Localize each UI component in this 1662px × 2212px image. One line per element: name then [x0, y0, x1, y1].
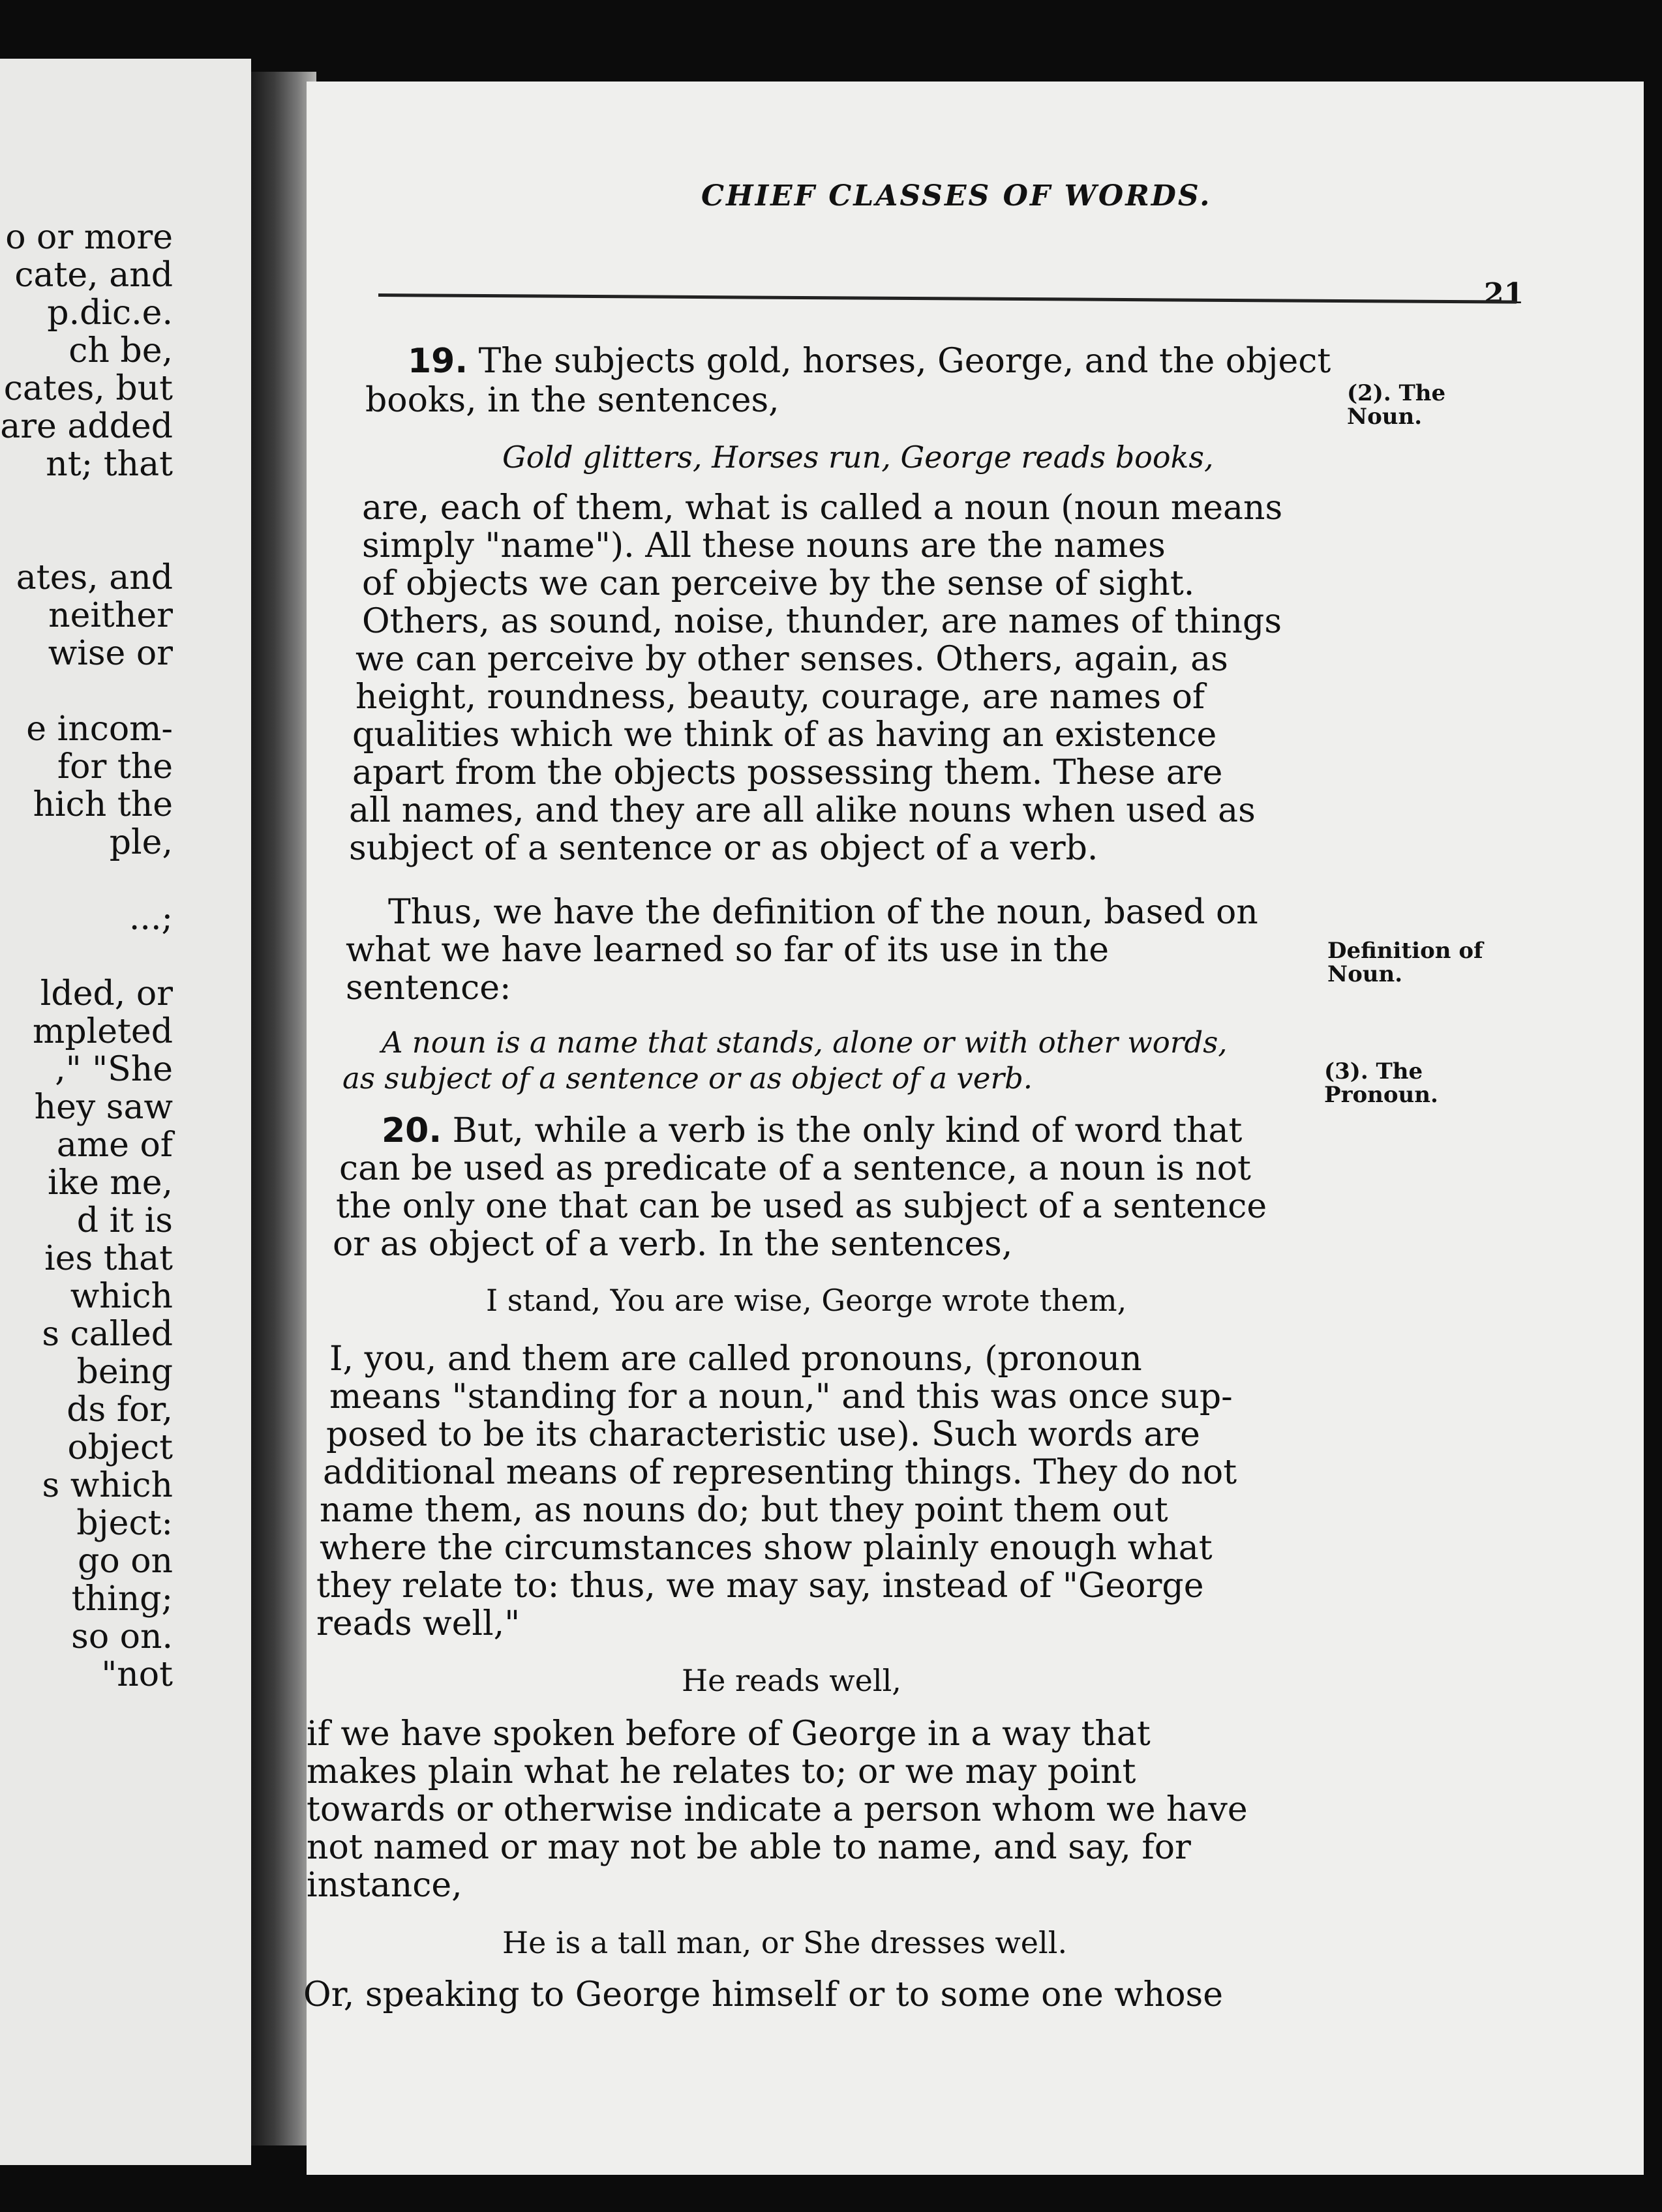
left-page-line: d it is [76, 1201, 173, 1240]
text-line: can be used as predicate of a sentence, a noun is not [339, 1149, 1251, 1188]
left-page-line: cate, and [14, 256, 173, 295]
text-line: The subjects gold, horses, George, and the object [478, 342, 1331, 381]
left-page-line: wise or [48, 634, 173, 673]
text-line: what we have learned so far of its use in the [346, 931, 1110, 970]
text-line: if we have spoken before of George in a way that [307, 1714, 1151, 1754]
text-line: simply "name"). All these nouns are the names [362, 526, 1166, 565]
section-19-first-line [408, 342, 1331, 380]
left-page-line: are added [0, 407, 173, 446]
left-page-line: hey saw [34, 1088, 173, 1127]
left-page-line: mpleted [33, 1012, 173, 1051]
text-line: books, in the sentences, [365, 381, 779, 420]
text-line: subject of a sentence or as object of a verb. [349, 829, 1098, 868]
running-title: CHIEF CLASSES OF WORDS. [701, 179, 1212, 213]
text-line: But, while a verb is the only kind of word that [452, 1111, 1243, 1150]
definition-line: as subject of a sentence or as object of a verb. [342, 1061, 1033, 1096]
left-page-line: ple, [109, 823, 173, 862]
left-page-line: for the [57, 747, 173, 786]
left-page-line: which [70, 1277, 173, 1316]
example-line: He reads well, [682, 1663, 901, 1698]
left-page-line: hich the [33, 785, 173, 824]
text-line: where the circumstances show plainly enough what [320, 1529, 1213, 1568]
left-page-line: e incom- [26, 710, 173, 749]
text-line: or as object of a verb. In the sentences, [333, 1225, 1013, 1264]
margin-note-line: Pronoun. [1324, 1082, 1438, 1108]
text-line: they relate to: thus, we may say, instead of "George [316, 1566, 1204, 1606]
page-number: 21 [1484, 277, 1524, 310]
text-line: height, roundness, beauty, courage, are names of [355, 678, 1205, 717]
left-page-line: s which [42, 1466, 173, 1505]
text-line: the only one that can be used as subject of a sentence [336, 1187, 1267, 1226]
text-line: all names, and they are all alike nouns when used as [349, 791, 1256, 830]
left-page-line: ch be, [68, 331, 173, 370]
left-page-line: neither [48, 596, 173, 635]
text-line: additional means of representing things. They do not [323, 1453, 1237, 1492]
left-page-line: p.dic.e. [47, 293, 173, 333]
section-number: 19. [408, 342, 468, 381]
left-page-line: ," "She [55, 1050, 173, 1089]
text-line: apart from the objects possessing them. These are [352, 753, 1223, 792]
example-line: I stand, You are wise, George wrote them, [486, 1283, 1127, 1318]
text-line: reads well," [316, 1604, 521, 1643]
text-line: posed to be its characteristic use). Such words are [326, 1415, 1200, 1454]
margin-note-pronoun [1324, 1060, 1438, 1107]
margin-note-line: Noun. [1327, 961, 1403, 987]
left-page-line: object [67, 1428, 173, 1467]
left-page-line: ates, and [16, 558, 173, 597]
margin-note-line: (3). The [1324, 1058, 1423, 1084]
text-line: sentence: [346, 968, 511, 1008]
text-line: not named or may not be able to name, and say, for [307, 1828, 1191, 1867]
text-line: instance, [307, 1866, 462, 1905]
margin-note-line: Definition of [1327, 938, 1483, 964]
text-line: of objects we can perceive by the sense of sight. [362, 564, 1195, 603]
text-line: name them, as nouns do; but they point them out [320, 1491, 1168, 1530]
left-page-line: ...; [128, 899, 173, 938]
text-line: I, you, and them are called pronouns, (pronoun [329, 1339, 1142, 1379]
margin-note-line: (2). The [1347, 380, 1446, 406]
left-page-line: s called [42, 1315, 173, 1354]
left-page-line: "not [101, 1655, 173, 1694]
left-page-line: nt; that [46, 445, 173, 484]
left-page-line: cates, but [3, 369, 173, 408]
left-page-line: lded, or [40, 974, 173, 1013]
text-line: towards or otherwise indicate a person whom we have [307, 1790, 1248, 1829]
left-page-line: ame of [56, 1126, 173, 1165]
section-number: 20. [382, 1111, 442, 1150]
example-line: Gold glitters, Horses run, George reads books, [502, 440, 1214, 475]
text-line: we can perceive by other senses. Others, again, as [355, 640, 1228, 679]
left-page-line: being [76, 1353, 173, 1392]
left-page-line: ies that [44, 1239, 173, 1278]
text-line: Thus, we have the definition of the noun, based on [388, 893, 1258, 932]
left-page-line: so on. [71, 1617, 173, 1656]
margin-note-noun [1347, 381, 1445, 428]
text-line: qualities which we think of as having an existence [352, 715, 1217, 755]
text-line: means "standing for a noun," and this was once sup- [329, 1377, 1233, 1416]
example-line: He is a tall man, or She dresses well. [502, 1925, 1068, 1960]
text-line: Or, speaking to George himself or to some one whose [303, 1975, 1224, 2014]
margin-note-line: Noun. [1347, 404, 1423, 430]
margin-note-definition [1327, 939, 1483, 986]
left-page-line: o or more [5, 218, 173, 257]
text-line: Others, as sound, noise, thunder, are names of things [362, 602, 1282, 641]
text-line: are, each of them, what is called a noun (noun means [362, 488, 1283, 528]
previous-page-fragment [0, 59, 251, 2165]
left-page-line: ike me, [47, 1163, 173, 1203]
section-20-first-line [382, 1112, 1242, 1150]
text-line: makes plain what he relates to; or we may point [307, 1752, 1136, 1791]
left-page-line: thing; [71, 1579, 173, 1619]
definition-line: A noun is a name that stands, alone or with other words, [382, 1025, 1228, 1060]
left-page-line: ds for, [67, 1390, 173, 1429]
left-page-line: bject: [76, 1504, 173, 1543]
left-page-line: go on [78, 1542, 173, 1581]
